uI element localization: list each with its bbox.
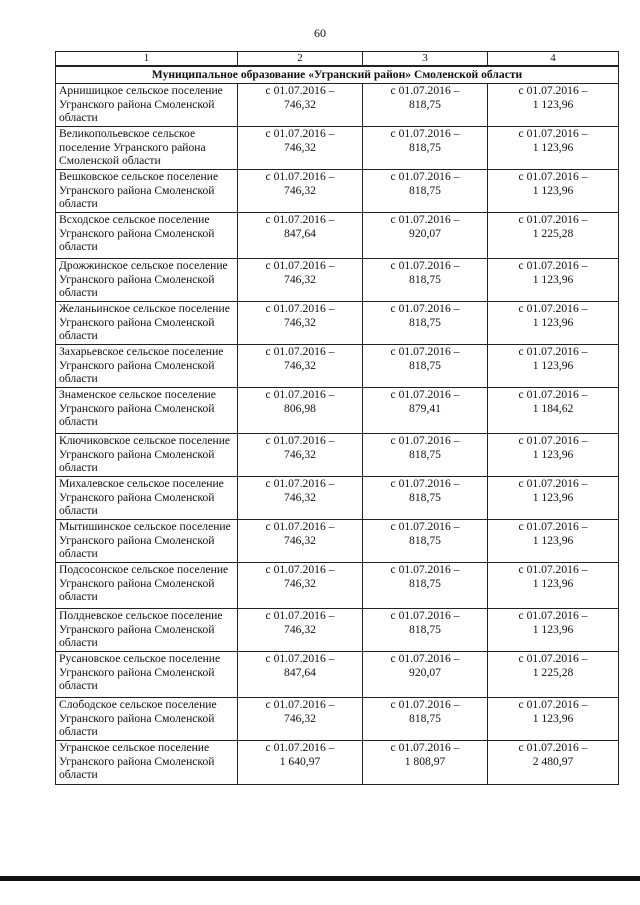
settlement-name: Дрожжинское сельское поселение Угранского района Смоленской области [56,259,238,302]
settlement-name: Арнишицкое сельское поселение Угранского района Смоленской области [56,84,238,127]
value-amount: 818,75 [409,576,441,590]
settlement-name: Великопольевское сельское поселение Угранского района Смоленской области [56,127,238,170]
value-cell-col3 [363,477,488,520]
effective-date: с 01.07.2016 – [265,652,335,665]
value-amount: 1 808,97 [404,754,446,768]
value-cell-col4 [488,259,619,302]
settlement-name: Мытишинское сельское поселение Угранского района Смоленской области [56,520,238,563]
table-row [56,609,619,652]
settlement-name: Полдневское сельское поселение Угранского района Смоленской области [56,609,238,652]
value-cell-col4 [488,477,619,520]
value-cell-col3 [363,345,488,388]
effective-date: с 01.07.2016 – [390,127,460,140]
effective-date: с 01.07.2016 – [518,563,588,576]
column-number-4: 4 [488,52,619,67]
value-amount: 847,64 [284,226,316,240]
value-cell-col3 [363,170,488,213]
value-cell-col3 [363,302,488,345]
value-amount: 1 184,62 [532,401,574,415]
table-row [56,259,619,302]
effective-date: с 01.07.2016 – [390,170,460,183]
value-cell-col2 [238,698,363,741]
value-amount: 746,32 [284,97,316,111]
value-cell-col4 [488,741,619,785]
value-cell-col2 [238,520,363,563]
table-row [56,302,619,345]
table-row [56,741,619,785]
settlement-name: Русановское сельское поселение Угранского района Смоленской области [56,652,238,698]
value-cell-col3 [363,609,488,652]
value-amount: 746,32 [284,533,316,547]
value-cell-col4 [488,302,619,345]
value-cell-col2 [238,652,363,698]
effective-date: с 01.07.2016 – [518,345,588,358]
value-amount: 818,75 [409,490,441,504]
effective-date: с 01.07.2016 – [390,259,460,272]
settlement-name: Желаньинское сельское поселение Угранского района Смоленской области [56,302,238,345]
value-cell-col4 [488,434,619,477]
effective-date: с 01.07.2016 – [518,302,588,315]
value-amount: 879,41 [409,401,441,415]
value-cell-col3 [363,434,488,477]
value-cell-col4 [488,520,619,563]
value-amount: 1 123,96 [532,183,574,197]
table-row [56,388,619,434]
value-amount: 818,75 [409,315,441,329]
value-amount: 920,07 [409,665,441,679]
effective-date: с 01.07.2016 – [518,434,588,447]
bottom-rule [0,876,640,881]
effective-date: с 01.07.2016 – [265,477,335,490]
effective-date: с 01.07.2016 – [390,652,460,665]
value-amount: 818,75 [409,622,441,636]
tariff-table [55,51,619,785]
effective-date: с 01.07.2016 – [390,741,460,754]
settlement-name: Всходское сельское поселение Угранского района Смоленской области [56,213,238,259]
effective-date: с 01.07.2016 – [390,302,460,315]
effective-date: с 01.07.2016 – [518,741,588,754]
value-amount: 1 123,96 [532,140,574,154]
value-amount: 746,32 [284,447,316,461]
effective-date: с 01.07.2016 – [390,388,460,401]
effective-date: с 01.07.2016 – [518,698,588,711]
effective-date: с 01.07.2016 – [265,520,335,533]
settlement-name: Подсосонское сельское поселение Угранского района Смоленской области [56,563,238,609]
value-cell-col2 [238,213,363,259]
value-amount: 746,32 [284,711,316,725]
value-amount: 818,75 [409,358,441,372]
value-amount: 818,75 [409,97,441,111]
effective-date: с 01.07.2016 – [265,302,335,315]
value-cell-col2 [238,477,363,520]
value-amount: 1 123,96 [532,622,574,636]
value-amount: 746,32 [284,272,316,286]
value-cell-col3 [363,84,488,127]
effective-date: с 01.07.2016 – [265,388,335,401]
value-amount: 746,32 [284,315,316,329]
effective-date: с 01.07.2016 – [265,609,335,622]
value-amount: 746,32 [284,622,316,636]
effective-date: с 01.07.2016 – [390,345,460,358]
value-cell-col4 [488,563,619,609]
effective-date: с 01.07.2016 – [390,477,460,490]
table-row [56,127,619,170]
value-amount: 2 480,97 [532,754,574,768]
table-row [56,563,619,609]
section-title: Муниципальное образование «Угранский район» Смоленской области [56,66,619,84]
table-row [56,345,619,388]
value-cell-col3 [363,127,488,170]
effective-date: с 01.07.2016 – [390,213,460,226]
effective-date: с 01.07.2016 – [518,652,588,665]
effective-date: с 01.07.2016 – [390,520,460,533]
column-number-1: 1 [56,52,238,67]
value-cell-col2 [238,609,363,652]
value-amount: 1 123,96 [532,97,574,111]
value-cell-col3 [363,388,488,434]
value-cell-col2 [238,388,363,434]
value-cell-col3 [363,259,488,302]
effective-date: с 01.07.2016 – [518,170,588,183]
value-cell-col4 [488,170,619,213]
settlement-name: Угранское сельское поселение Угранского района Смоленской области [56,741,238,785]
effective-date: с 01.07.2016 – [390,698,460,711]
value-cell-col2 [238,563,363,609]
column-number-3: 3 [363,52,488,67]
settlement-name: Вешковское сельское поселение Угранского района Смоленской области [56,170,238,213]
value-cell-col4 [488,609,619,652]
value-cell-col4 [488,388,619,434]
value-cell-col4 [488,345,619,388]
value-amount: 746,32 [284,140,316,154]
effective-date: с 01.07.2016 – [265,563,335,576]
settlement-name: Ключиковское сельское поселение Угранского района Смоленской области [56,434,238,477]
value-amount: 818,75 [409,711,441,725]
value-amount: 1 123,96 [532,358,574,372]
effective-date: с 01.07.2016 – [390,609,460,622]
page-number: 60 [314,26,326,40]
value-amount: 847,64 [284,665,316,679]
value-amount: 1 123,96 [532,447,574,461]
effective-date: с 01.07.2016 – [265,434,335,447]
effective-date: с 01.07.2016 – [518,477,588,490]
value-cell-col2 [238,127,363,170]
table-row [56,520,619,563]
value-amount: 1 123,96 [532,272,574,286]
value-amount: 818,75 [409,140,441,154]
value-cell-col2 [238,170,363,213]
table-body [56,52,619,785]
effective-date: с 01.07.2016 – [265,84,335,97]
settlement-name: Михалевское сельское поселение Угранского района Смоленской области [56,477,238,520]
value-amount: 1 225,28 [532,226,574,240]
effective-date: с 01.07.2016 – [265,741,335,754]
effective-date: с 01.07.2016 – [518,84,588,97]
value-amount: 818,75 [409,272,441,286]
effective-date: с 01.07.2016 – [518,388,588,401]
table-row [56,213,619,259]
value-cell-col2 [238,434,363,477]
value-cell-col4 [488,652,619,698]
value-cell-col3 [363,563,488,609]
value-cell-col3 [363,520,488,563]
effective-date: с 01.07.2016 – [265,345,335,358]
table-row [56,652,619,698]
value-cell-col2 [238,741,363,785]
value-cell-col4 [488,698,619,741]
value-cell-col2 [238,302,363,345]
table-row [56,698,619,741]
value-amount: 746,32 [284,576,316,590]
effective-date: с 01.07.2016 – [518,213,588,226]
effective-date: с 01.07.2016 – [265,259,335,272]
value-amount: 1 640,97 [279,754,321,768]
value-amount: 746,32 [284,183,316,197]
value-cell-col2 [238,84,363,127]
value-amount: 1 123,96 [532,711,574,725]
table-row [56,84,619,127]
table-row [56,170,619,213]
table-row [56,477,619,520]
value-cell-col3 [363,213,488,259]
value-amount: 920,07 [409,226,441,240]
value-cell-col2 [238,345,363,388]
settlement-name: Захарьевское сельское поселение Угранского района Смоленской области [56,345,238,388]
table-row [56,434,619,477]
value-amount: 1 123,96 [532,315,574,329]
settlement-name: Знаменское сельское поселение Угранского района Смоленской области [56,388,238,434]
value-amount: 746,32 [284,490,316,504]
value-cell-col4 [488,84,619,127]
effective-date: с 01.07.2016 – [518,609,588,622]
effective-date: с 01.07.2016 – [518,127,588,140]
effective-date: с 01.07.2016 – [265,127,335,140]
value-cell-col4 [488,213,619,259]
settlement-name: Слободское сельское поселение Угранского района Смоленской области [56,698,238,741]
column-number-2: 2 [238,52,363,67]
value-cell-col3 [363,652,488,698]
effective-date: с 01.07.2016 – [518,520,588,533]
value-amount: 1 123,96 [532,533,574,547]
value-amount: 746,32 [284,358,316,372]
value-cell-col4 [488,127,619,170]
value-cell-col3 [363,698,488,741]
value-amount: 818,75 [409,447,441,461]
effective-date: с 01.07.2016 – [390,563,460,576]
column-number-row [56,52,619,67]
section-header-row [56,66,619,84]
value-cell-col3 [363,741,488,785]
effective-date: с 01.07.2016 – [265,213,335,226]
value-amount: 1 225,28 [532,665,574,679]
value-cell-col2 [238,259,363,302]
value-amount: 1 123,96 [532,576,574,590]
effective-date: с 01.07.2016 – [518,259,588,272]
effective-date: с 01.07.2016 – [265,698,335,711]
value-amount: 1 123,96 [532,490,574,504]
effective-date: с 01.07.2016 – [390,84,460,97]
effective-date: с 01.07.2016 – [265,170,335,183]
value-amount: 806,98 [284,401,316,415]
value-amount: 818,75 [409,183,441,197]
value-amount: 818,75 [409,533,441,547]
effective-date: с 01.07.2016 – [390,434,460,447]
